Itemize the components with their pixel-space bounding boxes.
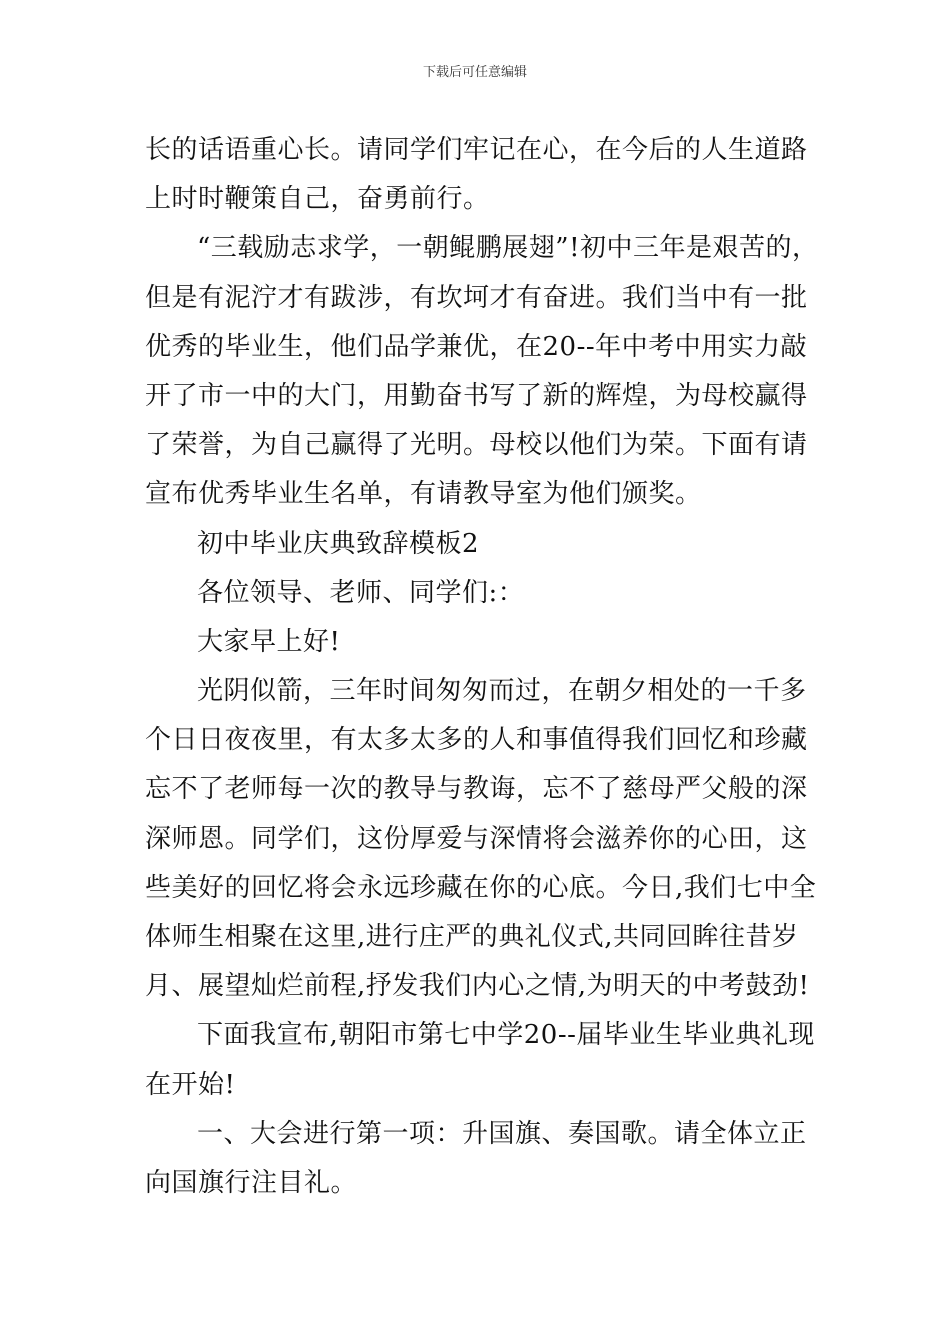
greeting: 大家早上好!: [197, 626, 341, 657]
document-body: [145, 126, 819, 1208]
text-line: 一、大会进行第一项：升国旗、奏国歌。请全体立正: [197, 1118, 807, 1149]
text-line: 优秀的毕业生，他们品学兼优，在20--年中考中用实力敲: [145, 331, 808, 362]
text-line: 下面我宣布,朝阳市第七中学20--届毕业生毕业典礼现: [197, 1020, 815, 1051]
text-line: 但是有泥泞才有跋涉，有坎坷才有奋进。我们当中有一批: [145, 282, 808, 313]
text-line: 了荣誉，为自己赢得了光明。母校以他们为荣。下面有请: [145, 430, 808, 461]
text-line: 上时时鞭策自己，奋勇前行。: [145, 184, 490, 215]
text-line: 体师生相聚在这里,进行庄严的典礼仪式,共同回眸往昔岁: [145, 922, 799, 952]
text-line: 个日日夜夜里，有太多太多的人和事值得我们回忆和珍藏: [145, 725, 808, 756]
text-line: “三载励志求学，一朝鲲鹏展翅”!初中三年是艰苦的，: [197, 233, 819, 264]
text-line: 向国旗行注目礼。: [145, 1167, 358, 1198]
section-title: 初中毕业庆典致辞模板2: [197, 528, 480, 559]
text-line: 月、展望灿烂前程,抒发我们内心之情,为明天的中考鼓劲!: [145, 971, 810, 1002]
text-line: 些美好的回忆将会永远珍藏在你的心底。今日,我们七中全: [145, 872, 817, 903]
salutation: 各位领导、老师、同学们:：: [197, 577, 525, 608]
text-line: 在开始!: [145, 1069, 236, 1100]
text-line: 光阴似箭，三年时间匆匆而过，在朝夕相处的一千多: [197, 676, 807, 707]
text-line: 开了市一中的大门，用勤奋书写了新的辉煌，为母校赢得: [145, 380, 808, 411]
page-header-note: 下载后可任意编辑: [422, 65, 527, 80]
text-line: 深师恩。同学们，这份厚爱与深情将会滋养你的心田，这: [145, 823, 808, 854]
text-line: 宣布优秀毕业生名单，有请教导室为他们颁奖。: [145, 479, 702, 510]
text-line: 长的话语重心长。请同学们牢记在心，在今后的人生道路: [145, 135, 808, 165]
text-line: 忘不了老师每一次的教导与教诲，忘不了慈母严父般的深: [145, 774, 808, 805]
